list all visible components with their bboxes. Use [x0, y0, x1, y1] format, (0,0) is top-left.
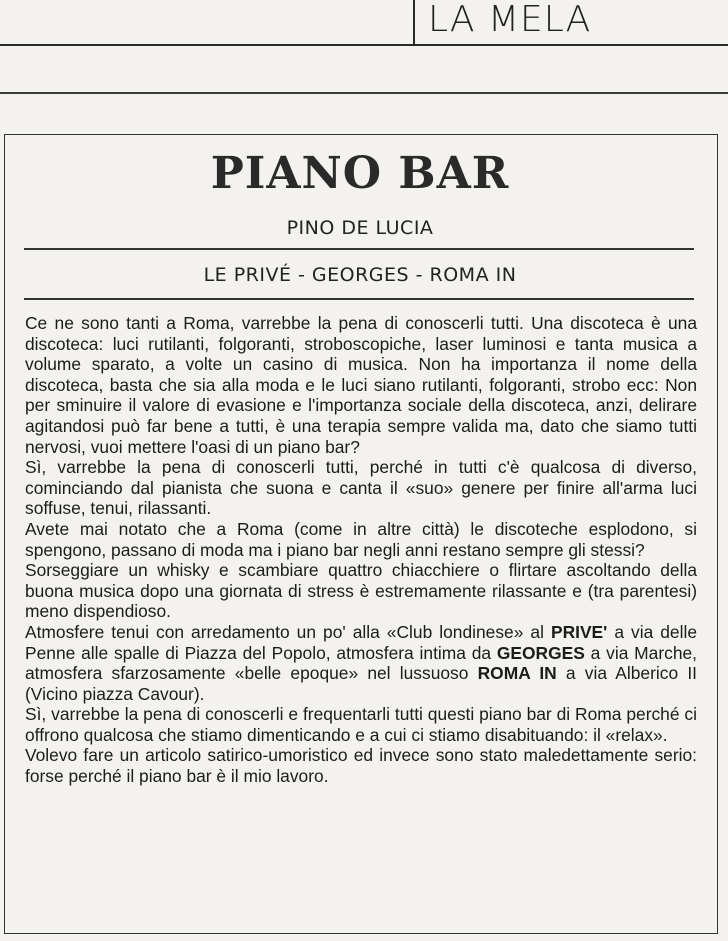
paragraph-venues	[25, 622, 697, 704]
article-author: PINO DE LUCIA	[286, 217, 434, 239]
paragraph: Avete mai notato che a Roma (come in altre città) le discoteche esplodono, si spengono, passano di moda ma i piano bar negli anni restano sempre gli stessi?	[25, 518, 697, 560]
subtitle-rule-top	[24, 248, 694, 250]
text-run: a via delle Penne alle spalle di Piazza del Popolo, atmosfera intima da	[25, 621, 697, 663]
venue-georges: GEORGES	[496, 642, 585, 663]
magazine-title: LA MELA	[428, 0, 592, 40]
paragraph: Volevo fare un articolo satirico-umoristico ed invece sono stato maledettamente serio: forse perché il piano bar è il mio lavoro.	[25, 745, 697, 787]
paragraph: Sì, varrebbe la pena di conoscerli e frequentarli tutti questi piano bar di Roma perché ci offrono qualcosa che stiamo dimenticando e a cui ci stiamo disabituando: il «relax».	[25, 704, 697, 745]
article-subtitle: LE PRIVÉ - GEORGES - ROMA IN	[203, 264, 517, 286]
venue-roma-in: ROMA IN	[477, 663, 557, 684]
text-run: a via Marche, atmosfera sfarzosamente «belle epoque» nel lussuoso	[25, 642, 698, 684]
section-rule	[0, 92, 728, 94]
paragraph: Ce ne sono tanti a Roma, varrebbe la pena di conoscerli tutti. Una discoteca è una discoteca: luci rutilanti, folgoranti, stroboscopiche, laser luminosi e tanta musica a volume sparato, a volte un casino di musica. Non ha importanza il nome della discoteca, basta che sia alla moda e le luci siano rutilanti, folgoranti, strobo ecc: Non per sminuire il valore di evasione e l'importanza sociale della discoteca, anzi, delirare agitandosi può far bene a tutti, è una terapia sempre valida ma, dato che siamo tutti nervosi, vuoi mettere l'oasi di un piano bar?	[25, 313, 697, 457]
subtitle-rule-bottom	[24, 298, 694, 300]
header-rule	[0, 44, 728, 46]
text-run: a via Alberico II (Vicino piazza Cavour).	[25, 663, 697, 704]
header-divider	[413, 0, 415, 44]
venue-prive: PRIVE'	[550, 621, 608, 642]
article-title: PIANO BAR	[210, 148, 510, 199]
paragraph: Sorseggiare un whisky e scambiare quattro chiacchiere o flirtare ascoltando della buona musica dopo una giornata di stress è estremamente rilassante e (tra parentesi) meno dispendioso.	[25, 560, 697, 622]
text-run: Atmosfere tenui con arredamento un po' alla «Club londinese» al	[25, 621, 551, 642]
article-body	[25, 313, 697, 787]
page-header	[0, 0, 728, 46]
paragraph: Sì, varrebbe la pena di conoscerli tutti, perché in tutti c'è qualcosa di diverso, cominciando dal pianista che suona e canta il «suo» genere per finire all'arma luci soffuse, tenui, rilassanti.	[25, 457, 697, 519]
